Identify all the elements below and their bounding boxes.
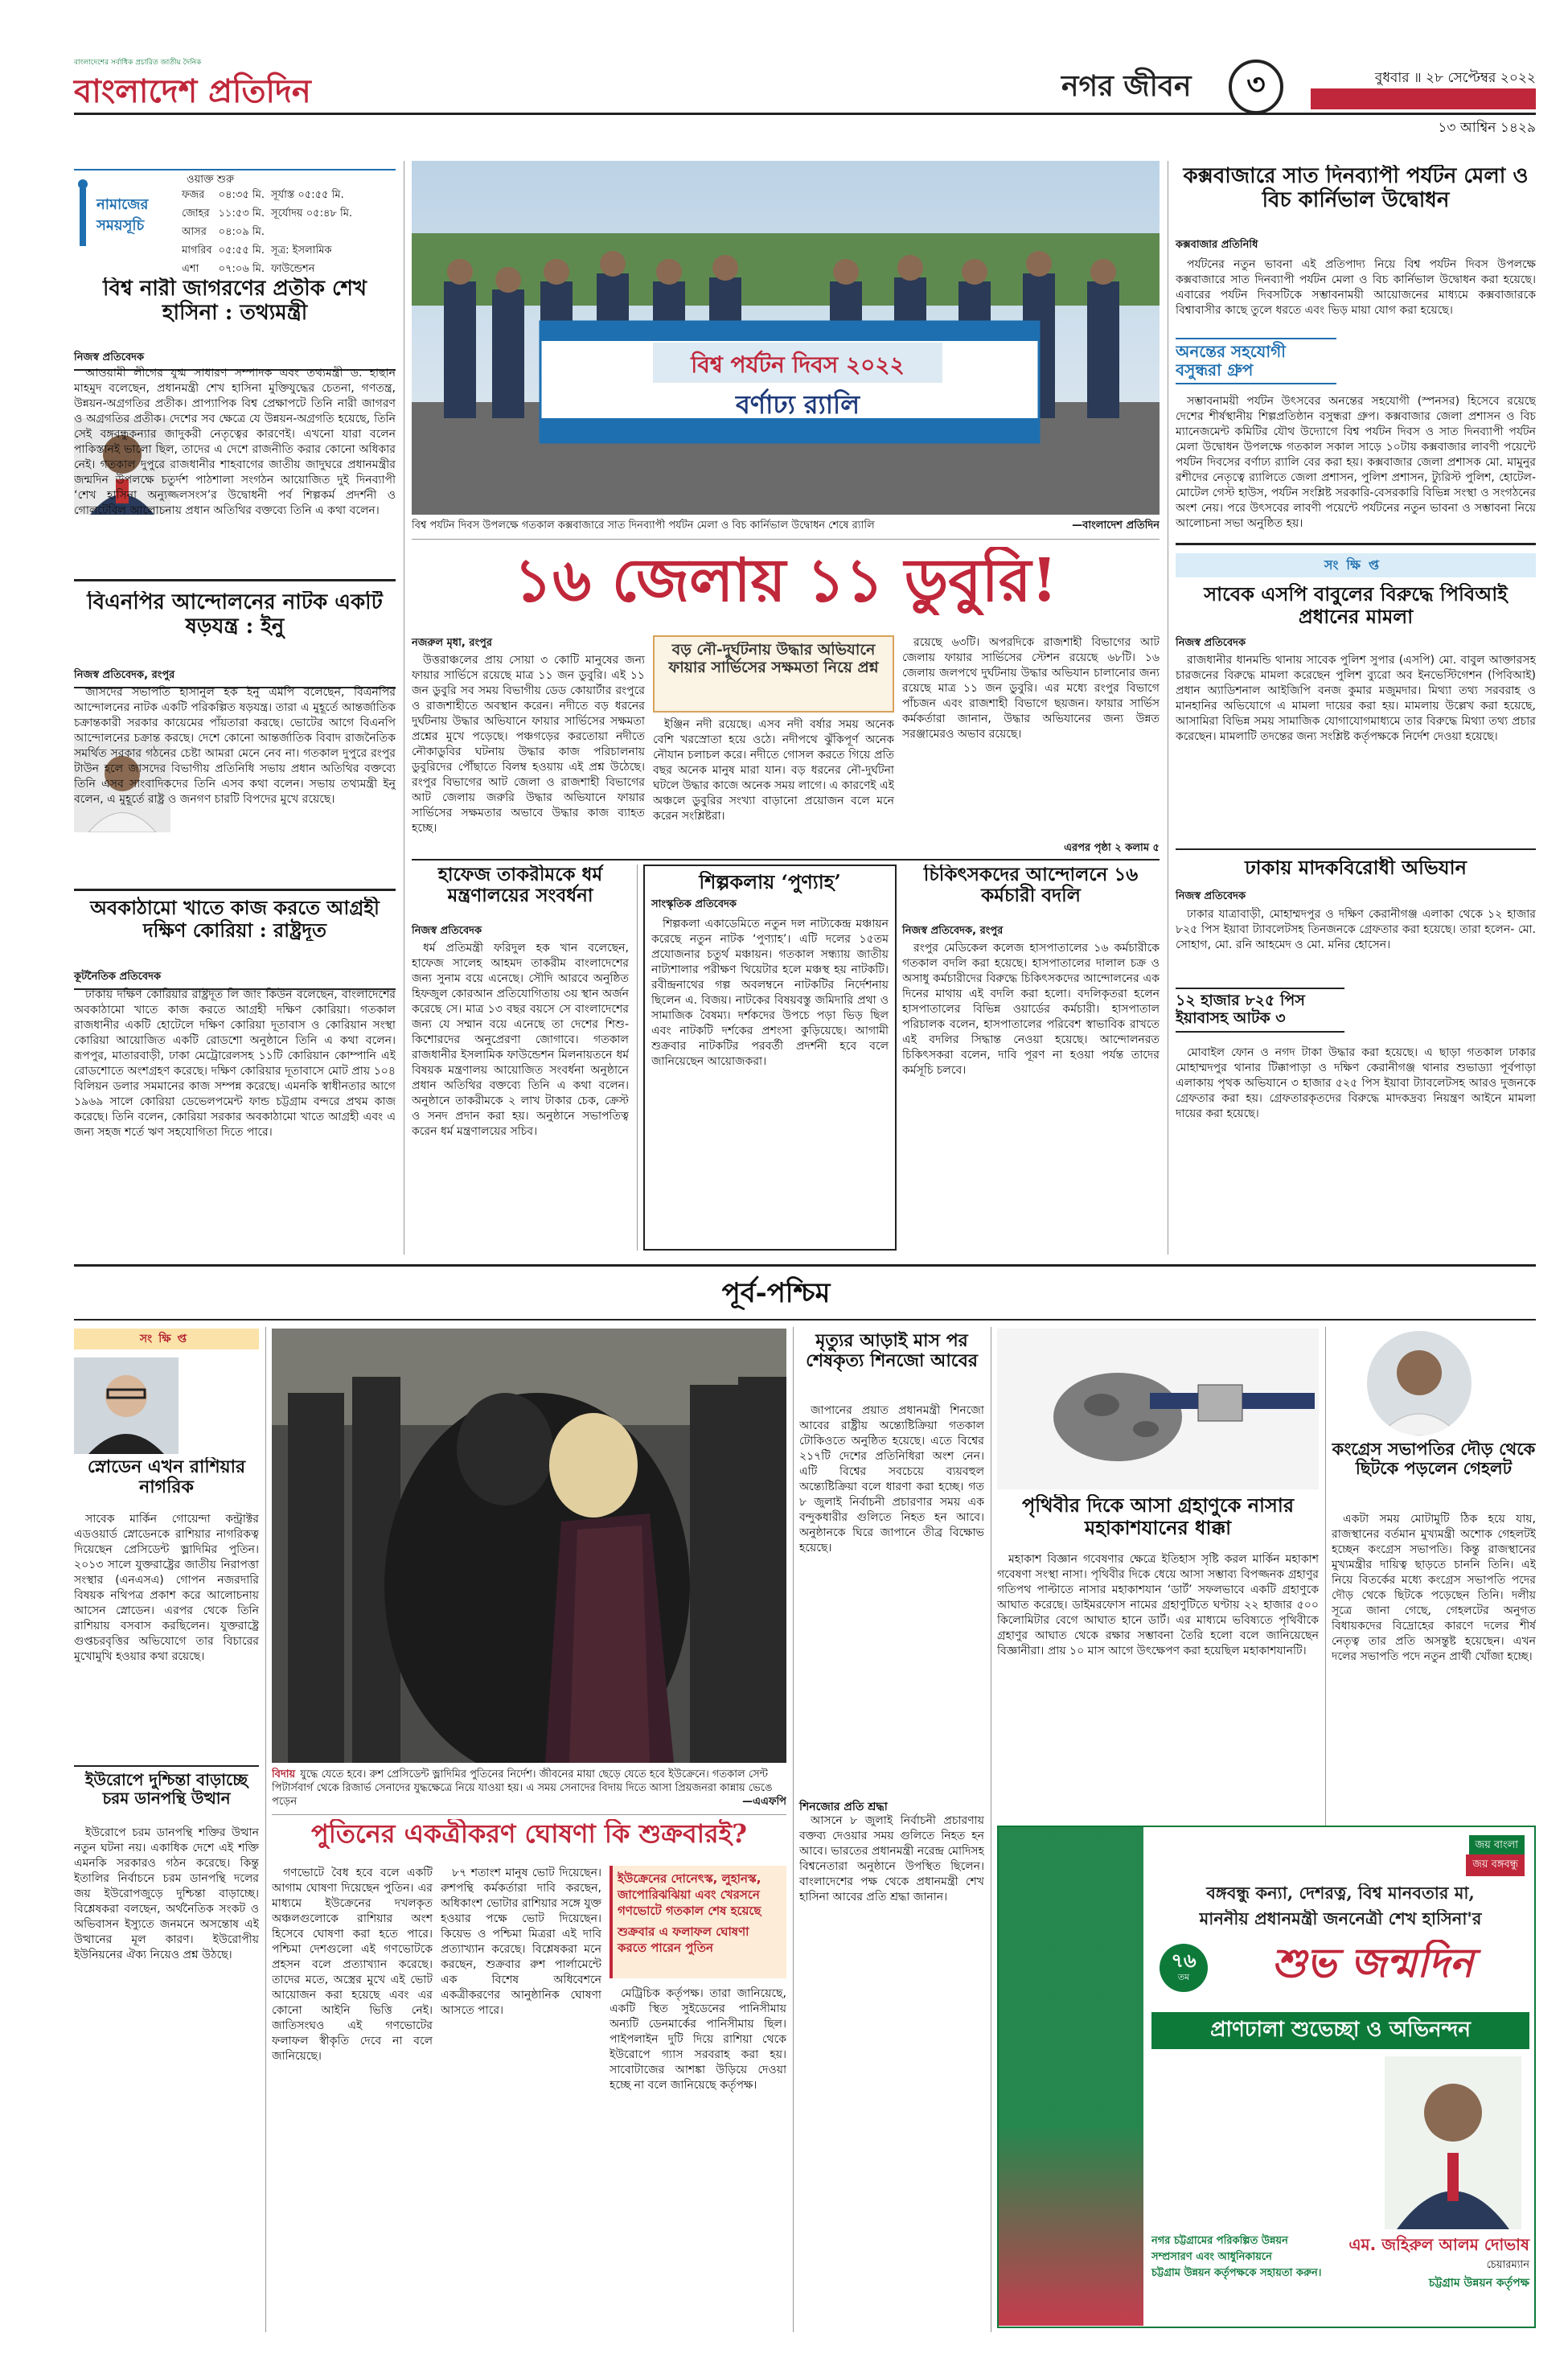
drugs-body1: ঢাকার যাত্রাবাড়ী, মোহাম্মদপুর ও দক্ষিণ কেরানীগঞ্জ এলাকা থেকে ১২ হাজার ৮২৫ পিস ইয়াবা ট্যাবলেটসহ তিনজনকে গ্রেফতার করা হয়েছে। তারা হলেন- মো. সোহাগ, মো. রনি আহমেদ ও মো. মনির হোসেন। [1176,908,1536,951]
putin-headline[interactable]: পুতিনের একত্রীকরণ ঘোষণা কি শুক্রবারই? [311,1819,747,1849]
ad-joy-bangabandhu: জয় বঙ্গবন্ধু [1466,1854,1525,1876]
punyah-box [643,865,897,1251]
banner-title: বিশ্ব পর্যটন দিবস ২০২২ [691,351,905,378]
birthday-advertisement[interactable] [997,1826,1536,2328]
europe-body: ইউরোপে চরম ডানপন্থি শক্তির উত্থান নতুন ঘটনা নয়। একাধিক দেশে এই শক্তি এমনকি সরকারও গঠন করেছে। কিন্তু ইতালির নির্বাচনে চরম ডানপন্থি দলের জয় ইউরোপজুড়ে দুশ্চিন্তা বাড়াচ্ছে। বিশ্লেষকরা বলছেন, অর্থনৈতিক সংকট ও অভিবাসন ইস্যুতে জনমনে অসন্তোষ এই উত্থানের মূল কারণ। ইউরোপীয় ইউনিয়নের ঐক্য নিয়েও প্রশ্ন উঠছে। [74,1826,259,1961]
ad-footer-2: সম্প্রসারণ এবং আধুনিকায়নে [1151,2251,1272,2263]
drugs-headline[interactable]: ঢাকায় মাদকবিরোধী অভিযান [1245,856,1467,879]
doctors-headline[interactable]: চিকিৎসকদের আন্দোলনে ১৬ কর্মচারী বদলি [923,865,1139,907]
europe-headline[interactable]: ইউরোপে দুশ্চিন্তা বাড়াচ্ছে চরম ডানপন্থি উত্থান [84,1771,248,1808]
logo-tagline: বাংলাদেশের সর্বাধিক প্রচারিত জাতীয় দৈনিক [74,59,202,67]
mosque-icon [74,177,92,249]
babul-kicker: সংক্ষিপ্ত [1324,557,1388,573]
shinzo-subhead: শিনজোর প্রতি শ্রদ্ধা [799,1801,888,1813]
putin-factbox [610,1866,786,1978]
snowden-headline[interactable]: স্নোডেন এখন রাশিয়ার নাগরিক [87,1457,246,1498]
newspaper-logo[interactable]: বাংলাদেশ প্রতিদিন [74,72,311,110]
date-line: বুধবার ॥ ২৮ সেপ্টেম্বর ২০২২ [1374,70,1536,86]
drown-headline[interactable]: ১৬ জেলায় ১১ ডুবুরি! [514,547,1057,615]
banner-subtitle: বর্ণাঢ্য র‌্যালি [735,389,860,420]
shinzo-body2: আসনে ৮ জুলাই নির্বাচনী প্রচারণায় বক্তব্য দেওয়ার সময় গুলিতে নিহত হন আবে। ভারতের প্রধানমন্ত্রী নরেন্দ্র মোদিসহ বিশ্বনেতারা অনুষ্ঠানে উপস্থিত ছিলেন। বাংলাদেশের পক্ষ থেকে প্রধানমন্ত্রী শেখ হাসিনা আবের প্রতি শ্রদ্ধা জানান। [799,1814,984,1904]
purbo-paschim-title: পূর্ব-পশ্চিম [721,1277,831,1309]
inu-reporter: নিজস্ব প্রতিবেদক, রংপুর [74,667,396,688]
prayer-times-box [74,169,396,275]
cox-reporter: কক্সবাজার প্রতিনিধি [1176,239,1258,251]
drown-reporter: নজরুল মৃধা, রংপুর [412,637,493,649]
farewell-caption-label: বিদায় [272,1768,296,1780]
ad-band: প্রাণঢালা শুভেচ্ছা ও অভিনন্দন [1151,2012,1529,2049]
hasina-body: আওয়ামী লীগের যুগ্ম সাধারণ সম্পাদক এবং তথ্যমন্ত্রী ড. হাছান মাহমুদ বলেছেন, প্রধানমন্ত্রী শেখ হাসিনা মুক্তিযুদ্ধের চেতনা, গণতন্ত্র, উন্নয়ন-অগ্রগতির প্রতীক। প্রাপ্যাপিক বিশ্ব প্রেক্ষাপটে তিনি নারী জাগরণ ও অগ্রগতির প্রতীক। দেশের সব ক্ষেত্রে যে উন্নয়ন-অগ্রগতি হয়েছে, তিনি সেই বঙ্গবন্ধুকন্যার জাদুকরী নেতৃত্বের কারণেই। এখনো যারা বলেন পাকিস্তানই ভালো ছিল, তাদের এ দেশে রাজনীতি করার কোনো অধিকার নেই। গতকাল দুপুরে রাজধানীর শাহবাগের জাতীয় জাদুঘরে প্রধানমন্ত্রীর জন্মদিন উপলক্ষে চতুর্দশ পাঠশালা সংগঠন আয়োজিত দুই দিনব্যাপী ‘শেখ হাসিনা অন্যুজ্জলসংস’র উদ্বোধনী পর্ব শিল্পকর্ম প্রদর্শনী ও গোলটেবিল আলোচনায় প্রধান অতিথির বক্তব্যে তিনি এ কথা বলেন। [74,367,396,517]
snowden-kicker-band [74,1329,259,1349]
ad-green-corner [999,1827,1143,2326]
punyah-body: শিল্পকলা একাডেমিতে নতুন দল নাট্যকেন্দ্র মঞ্চায়ন করেছে নতুন নাটক ‘পুণ্যাহ’। এটি দলের ১৫তম প্রযোজনার চতুর্থ মঞ্চায়ন। গতকাল সন্ধ্যায় জাতীয় নাট্যশালার পরীক্ষণ থিয়েটার হলে মঞ্চস্থ হয় নাটকটি। রবীন্দ্রনাথের গল্প অবলম্বনে নাটকটির নির্দেশনায় ছিলেন এ. বিজয়। নাটকের বিষয়বস্তু জমিদারি প্রথা ও সামাজিক বৈষম্য। দর্শকদের উপচে পড়া ভিড় ছিল এবং নাটকটি দর্শকের প্রশংসা কুড়িয়েছে। আগামী শুক্রবার নাটকটির পরবর্তী প্রদর্শনী হবে বলে জানিয়েছেন আয়োজকরা। [651,917,889,1068]
masthead [32,56,1536,153]
putin-fact-2: শুক্রবার এ ফলাফল ঘোষণা করতে পারেন পুতিন [618,1924,749,1955]
nasa-headline[interactable]: পৃথিবীর দিকে আসা গ্রহাণুকে নাসার মহাকাশযানের ধাক্কা [1021,1494,1295,1539]
cox-quote: অনন্তের সহযোগী বসুন্ধরা গ্রুপ [1176,338,1336,384]
asteroid-illustration[interactable] [997,1329,1319,1489]
babul-body: রাজধানীর ধানমন্ডি থানায় সাবেক পুলিশ সুপার (এসপি) মো. বাবুল আক্তারসহ চারজনের বিরুদ্ধে মামলা করেছেন পুলিশ ব্যুরো অব ইনভেস্টিগেশন (পিবিআই) প্রধান অ্যাডিশনাল আইজিপি বনজ কুমার মজুমদার। মিথ্যা তথ্য সরবরাহ ও মানহানির অভিযোগে এ মামলা দায়ের করা হয়। মামলায় উল্লেখ করা হয়েছে, আসামিরা বিভিন্ন সময় সামাজিক যোগাযোগমাধ্যমে তার বিরুদ্ধে মিথ্যা তথ্য প্রচার করেছেন। মামলাটি তদন্তের জন্য সংশ্লিষ্ট কর্তৃপক্ষকে নির্দেশ দেওয়া হয়েছে। [1176,654,1536,743]
cox-body1: পর্যটনের নতুন ভাবনা এই প্রতিপাদ্য নিয়ে বিশ্ব পর্যটন দিবস উপলক্ষে কক্সবাজারে সাত দিনব্যাপী পর্যটন মেলা ও বিচ কার্নিভাল উদ্বোধন করা হয়েছে। এবারের পর্যটন দিবসটিকে সম্ভাবনাময়ী আয়োজনের মাধ্যমে কক্সবাজারকে বিশ্বাবাসীর কাছে তুলে ধরতে এবং ভিড় মায়া যোগ করা হয়েছে। [1176,258,1536,317]
page-number: ৩ [1246,68,1266,101]
ad-footer-3: চট্টগ্রাম উন্নয়ন কর্তৃপক্ষকে সহায়তা করুন। [1151,2267,1322,2279]
rally-photo[interactable] [412,161,1160,515]
nasa-body: মহাকাশ বিজ্ঞান গবেষণার ক্ষেত্রে ইতিহাস সৃষ্টি করল মার্কিন মহাকাশ গবেষণা সংস্থা নাসা। পৃথিবীর দিকে ধেয়ে আসা সম্ভাব্য বিপজ্জনক গ্রহাণুর গতিপথ পাল্টাতে নাসার মহাকাশযান ‘ডার্ট’ সফলভাবে একটি গ্রহাণুকে আঘাত করেছে। ডাইমরফোস নামের গ্রহাণুটিতে ঘণ্টায় ২২ হাজার ৫০০ কিলোমিটার বেগে আঘাত হানে ডার্ট। এর মাধ্যমে ভবিষ্যতে পৃথিবীকে গ্রহাণুর আঘাত থেকে রক্ষার সম্ভাবনা তৈরি হলো বলে জানিয়েছেন বিজ্ঞানীরা। প্রায় ১০ মাস আগে উৎক্ষেপণ করা হয়েছিল মহাকাশযানটি। [997,1553,1319,1657]
snowden-photo [74,1357,179,1454]
farewell-caption: বিদায় যুদ্ধে যেতে হবে। রুশ প্রেসিডেন্ট ভ্লাদিমির পুতিনের নির্দেশ। জীবনের মায়া ছেড়ে যেতে হবে ইউক্রেনে। গতকাল সেন্ট পিটার্সবার্গ থেকে রিজার্ভ সেনাদের যুদ্ধক্ষেত্রে নিয়ে যাওয়া হয়। এ সময় সেনাদের বিদায় দিতে আসা প্রিয়জনরা কান্নায় ভেঙে পড়েন —এএফপি [272,1768,786,1808]
putin-body2: ৮৭ শতাংশ মানুষ ভোট দিয়েছেন। রুশপন্থি কর্মকর্তারা দাবি করছেন, অধিকাংশ ভোটার রাশিয়ার সঙ্গে যুক্ত হওয়ার পক্ষে ভোট দিয়েছেন। কিয়েভ ও পশ্চিমা মিত্ররা এই দাবি প্রত্যাখ্যান করেছে। বিশ্লেষকরা মনে করছেন, শুক্রবার রুশ পার্লামেন্টে এক বিশেষ অধিবেশনে একত্রীকরণের আনুষ্ঠানিক ঘোষণা আসতে পারে। [441,1867,601,2017]
putin-body3: মেট্রিচিক কর্তৃপক্ষ। তারা জানিয়েছে, একটি স্থিত সুইডেনের পানিসীমায় অন্যটি ডেনমার্কের পানিসীমায় ছিল। পাইপলাইন দুটি দিয়ে রাশিয়া থেকে ইউরোপে গ্যাস সরবরাহ করা হয়। সাবোটাজের আশঙ্কা উড়িয়ে দেওয়া হচ্ছে না বলে জানিয়েছে কর্তৃপক্ষ। [610,1987,786,2092]
ad-footer-1: নগর চট্টগ্রামের পরিকল্পিত উন্নয়ন [1151,2235,1288,2247]
ad-org: চট্টগ্রাম উন্নয়ন কর্তৃপক্ষ [1428,2277,1529,2290]
shinzo-headline[interactable]: মৃত্যুর আড়াই মাস পর শেষকৃত্য শিনজো আবের [806,1331,978,1372]
doctors-body: রংপুর মেডিকেল কলেজ হাসপাতালের ১৬ কর্মচারীকে গতকাল বদলি করা হয়েছে। হাসপাতালের দালাল চক্র ও অসাধু কর্মচারীদের বিরুদ্ধে চিকিৎসকদের আন্দোলনের এক দিনের মাথায় এই বদলি করা হলো। বদলিকৃতরা হলেন হাসপাতালের বিভিন্ন ওয়ার্ডের কর্মচারী। হাসপাতাল পরিচালক বলেন, হাসপাতালের পরিবেশ স্বাভাবিক রাখতে এই বদলির সিদ্ধান্ত নেওয়া হয়েছে। আন্দোলনরত চিকিৎসকরা বলেন, দাবি পূরণ না হওয়া পর্যন্ত তাদের কর্মসূচি চলবে। [902,942,1160,1077]
hafez-reporter: নিজস্ব প্রতিবেদক [412,925,482,937]
page-number-badge [1229,60,1283,114]
korea-headline[interactable]: অবকাঠামো খাতে কাজ করতে আগ্রহী দক্ষিণ কোরিয়া : রাষ্ট্রদূত [90,897,380,942]
ad-age-badge: ৭৬ তম [1160,1944,1208,1992]
doctors-reporter: নিজস্ব প্রতিবেদক, রংপুর [902,925,1004,937]
masthead-rule [74,113,1536,115]
inu-body: জাসদের সভাপতি হাসানুল হক ইনু এমপি বলেছেন, বিএনপির আন্দোলনের নাটক একটি পরিকল্পিত ষড়যন্ত্র। তারা এ মুহূর্তে আন্তর্জাতিক চক্রান্তকারী সরকার কায়েমের পাঁয়তারা করছে। ভোটের আগে বিএনপি আন্দোলনের চক্রান্ত করছে। দেশে কোনো আন্তর্জাতিক বিবাদ রাজনৈতিক সমর্থিত সরকার গঠনের চেষ্টা আমরা মেনে নেব না। গতকাল দুপুরে রংপুর টাউন হলে জাসদের বিভাগীয় প্রতিনিধি সভায় প্রধান অতিথির বক্তব্যে তিনি এসব সাংবাদিকদের তিনি এসব কথা বলেন। সভায় তথ্যমন্ত্রী ইনু বলেন, এ মুহূর্তে রাষ্ট্র ও জনগণ চারটি বিপদের মুখে রয়েছে। [74,686,396,806]
babul-kicker-band [1176,553,1536,577]
gehlot-photo [1367,1331,1472,1435]
hafez-body: ধর্ম প্রতিমন্ত্রী ফরিদুল হক খান বলেছেন, হাফেজ সালেহ আহমদ তাকরীম বাংলাদেশের জন্য সুনাম বয়ে এনেছে। সৌদি আরবে অনুষ্ঠিত হিফজুল কোরআন প্রতিযোগিতায় ৩য় স্থান অর্জন করেছে সে। মাত্র ১৩ বছর বয়সে সে বাংলাদেশের জন্য যে সম্মান বয়ে এনেছে তা দেশের শিশু-কিশোরদের অনুপ্রেরণা জোগাবে। গতকাল রাজধানীর ইসলামিক ফাউন্ডেশন মিলনায়তনে ধর্ম বিষয়ক মন্ত্রণালয় আয়োজিত সংবর্ধনা অনুষ্ঠানে প্রধান অতিথির বক্তব্যে তিনি এ কথা বলেন। অনুষ্ঠানে তাকরীমকে ২ লাখ টাকার চেক, ক্রেস্ট ও সনদ প্রদান করা হয়। অনুষ্ঠানে সভাপতিত্ব করেন ধর্ম মন্ত্রণালয়ের সচিব। [412,942,629,1138]
drugs-body2: মোবাইল ফোন ও নগদ টাকা উদ্ধার করা হয়েছে। এ ছাড়া গতকাল ঢাকার মোহাম্মদপুর থানার টিক্কাপাড়া ও দক্ষিণ কেরানীগঞ্জ থানার শুভাড্যা পূর্বপাড়া এলাকায় পৃথক অভিযানে ৩ হাজার ৫২৫ পিস ইয়াবা ট্যাবলেটসহ আরও দুজনকে গ্রেফতার করা হয়। গ্রেফতারকৃতদের বিরুদ্ধে মাদকদ্রব্য নিয়ন্ত্রণ আইনে মামলা দায়ের করা হয়েছে। [1176,1046,1536,1120]
cox-body2: সম্ভাবনাময়ী পর্যটন উৎসবের অনন্তের সহযোগী (স্পনসর) হিসেবে রয়েছে দেশের শীর্ষস্থানীয় শিল্পপ্রতিষ্ঠান বসুন্ধরা গ্রুপ। কক্সবাজার জেলা প্রশাসন ও বিচ ম্যানেজমেন্ট কমিটির যৌথ উদ্যোগে বিশ্ব পর্যটন দিবস ও সাত দিনব্যাপী পর্যটন মেলা উদ্বোধন উপলক্ষে গতকাল সকাল সাড়ে ১০টায় কক্সবাজার লাবণী পয়েন্টে পর্যটন দিবসের বর্ণাঢ্য র‌্যালি বের করা হয়। কক্সবাজার জেলা প্রশাসক মো. মামুনুর রশীদের নেতৃত্বে র‌্যালিতে জেলা প্রশাসন, পুলিশ প্রশাসন, ট্যুরিস্ট পুলিশ, হোটেল-মোটেল গেস্ট হাউস, পর্যটন সংশ্লিষ্ট সরকারি-বেসরকারি বিভিন্ন সংস্থা ও সংগঠনের অংশ নেয়। পরে উৎসবের লাবণী পয়েন্টে পর্যটনের নতুন ভাবনা ও সম্ভাবনা নিয়ে আলোচনা সভা অনুষ্ঠিত হয়। [1176,395,1536,530]
ad-chairman-name: এম. জহিরুল আলম দোভাষ [1348,2235,1529,2254]
snowden-body: সাবেক মার্কিন গোয়েন্দা কন্ট্রাক্টর এডওয়ার্ড স্নোডেনকে রাশিয়ার নাগরিকত্ব দিয়েছেন প্রেসিডেন্ট ভ্লাদিমির পুতিন। ২০১৩ সালে যুক্তরাষ্ট্রের জাতীয় নিরাপত্তা সংস্থার (এনএসএ) গোপন নজরদারি বিষয়ক নথিপত্র প্রকাশ করে আলোচনায় আসেন স্নোডেন। এরপর থেকে তিনি রাশিয়ায় বসবাস করছিলেন। যুক্তরাষ্ট্রে গুপ্তচরবৃত্তির অভিযোগে তার বিচারের মুখোমুখি হওয়ার কথা রয়েছে। [74,1513,259,1663]
inu-headline[interactable]: বিএনপির আন্দোলনের নাটক একটি ষড়যন্ত্র : ইনু [87,591,383,639]
korea-body: ঢাকায় দক্ষিণ কোরিয়ার রাষ্ট্রদূত লি জাং কিউন বলেছেন, বাংলাদেশের অবকাঠামো খাতে কাজ করতে আগ্রহী দক্ষিণ কোরিয়া। গতকাল রাজধানীর একটি হোটেলে দক্ষিণ কোরিয়া দূতাবাস ও কোরিয়ান সংস্থা কোরিয়া আয়োজিত একটি রোডশো অনুষ্ঠানে তিনি এ কথা বলেন। রূপপুর, মাতারবাড়ী, ঢাকা মেট্রোরেলসহ ১১টি কোরিয়ান কোম্পানি এই রোডশোতে অংশগ্রহণ করেছে। দক্ষিণ কোরিয়ার দূতাবাসে মোট প্রায় ১০৪ বিলিয়ন ডলার সমমানের কাজ সম্পন্ন করেছে। এমনকি স্বাধীনতার আগে ১৯৬৯ সালে কোরিয়া ডেভেলপমেন্ট ফান্ড চট্টগ্রাম বন্দরে প্রথম কাজ করেছে। তিনি বলেন, কোরিয়া সরকার অবকাঠামো খাতে আগ্রহী এবং এ জন্য সহজ শর্তে ঋণ সহযোগিতা দিতে পারে। [74,988,396,1139]
prayer-title: নামাজের সময়সূচি [96,196,149,234]
bangla-date: ১৩ আশ্বিন ১৪২৯ [1438,120,1536,136]
hasina-headline[interactable]: বিশ্ব নারী জাগরণের প্রতীক শেখ হাসিনা : তথ্যমন্ত্রী [103,277,367,325]
ad-line2: মাননীয় প্রধানমন্ত্রী জননেত্রী শেখ হাসিনা'র [1199,1909,1482,1928]
ad-chairman-title: চেয়ারম্যান [1486,2259,1529,2271]
drown-jump[interactable]: এরপর পৃষ্ঠা ২ কলাম ৫ [1064,842,1160,854]
ad-chairman-photo [1385,2056,1521,2229]
gehlot-headline[interactable]: কংগ্রেস সভাপতির দৌড় থেকে ছিটকে পড়লেন গেহলট [1332,1440,1536,1479]
hafez-headline[interactable]: হাফেজ তাকরীমকে ধর্ম মন্ত্রণালয়ের সংবর্ধনা [437,865,603,907]
drown-sidebar: বড় নৌ-দুর্ঘটনায় উদ্ধার অভিযানে ফায়ার সার্ভিসের সক্ষমতা নিয়ে প্রশ্ন [653,635,894,713]
snowden-kicker: সংক্ষিপ্ত [139,1333,194,1345]
ad-line1: বঙ্গবন্ধু কন্যা, দেশরত্ন, বিশ্ব মানবতার মা, [1206,1883,1475,1903]
punyah-headline[interactable]: শিল্পকলায় ‘পুণ্যাহ’ [699,871,841,893]
date-bar [1311,88,1536,109]
hasina-reporter: নিজস্ব প্রতিবেদক [74,350,396,371]
prayer-table: ফজর ০৪:৩৫ মি. সূর্যাস্ত ০৫:৫৫ মি. জোহর ১১:৫৩ মি. সূর্যোদয় ০৫:৪৮ মি. আসর ০৪:০৯ মি. মাগরিব ০৫:৫৫ মি. সূত্র: ইসলামিক এশা ০৭:০৬ মি. ফাউন্ডেশন [182,189,353,275]
putin-fact-1: ইউক্রেনের দোনেৎস্ক, লুহানস্ক, জাপোরিঝঝিয়া এবং খেরসনে গণভোটে গতকাল শেষ হয়েছে [618,1871,761,1918]
farewell-photo[interactable] [272,1329,786,1763]
drown-body2: ইঞ্জিন নদী রয়েছে। এসব নদী বর্ষার সময় অনেক বেশি খরস্রোতা হয়ে ওঠে। নদীপথে ঝুঁকিপূর্ণ অনেক নৌযান চলাচল করে। নদীতে গোসল করতে গিয়ে প্রতি বছর অনেক মানুষ মারা যান। বড় ধরনের নৌ-দুর্ঘটনা ঘটলে উদ্ধার কাজে অনেক সময় লাগে। এ কারণেই এই অঞ্চলে ডুবুরির সংখ্যা বাড়ানো প্রয়োজন বলে মনে করেন সংশ্লিষ্টরা। [653,718,894,823]
punyah-reporter: সাংস্কৃতিক প্রতিবেদক [651,897,737,910]
section-name: নগর জীবন [1061,69,1192,103]
drugs-reporter: নিজস্ব প্রতিবেদক [1176,890,1246,902]
prayer-header: ওয়াক্ত শুরু [187,174,234,186]
rally-caption: বিশ্ব পর্যটন দিবস উপলক্ষে গতকাল কক্সবাজারে সাত দিনব্যাপী পর্যটন মেলা ও বিচ কার্নিভাল উদ্বোধন শেষে র‌্যালি —বাংলাদেশ প্রতিদিন [412,520,1160,532]
babul-reporter: নিজস্ব প্রতিবেদক [1176,637,1246,649]
cox-headline[interactable]: কক্সবাজারে সাত দিনব্যাপী পর্যটন মেলা ও বিচ কার্নিভাল উদ্বোধন [1183,165,1529,212]
babul-headline[interactable]: সাবেক এসপি বাবুলের বিরুদ্ধে পিবিআই প্রধানের মামলা [1204,583,1508,628]
ad-greeting: শুভ জন্মদিন [1271,1940,1474,1986]
gehlot-body: একটা সময় মোটামুটি ঠিক হয়ে যায়, রাজস্থানের বর্তমান মুখ্যমন্ত্রী অশোক গেহলটই হচ্ছেন কংগ্রেস সভাপতি। কিন্তু রাজস্থানের মুখ্যমন্ত্রীর দায়িত্ব ছাড়তে চাননি তিনি। এই নিয়ে বিতর্কের মধ্যে কংগ্রেস সভাপতি পদের দৌড় থেকে ছিটকে পড়েছেন তিনি। দলীয় সূত্রে জানা গেছে, গেহলটের অনুগত বিধায়কদের বিদ্রোহের কারণে দলের শীর্ষ নেতৃত্ব তার প্রতি অসন্তুষ্ট হয়েছেন। এখন দলের সভাপতি পদে নতুন প্রার্থী খোঁজা হচ্ছে। [1332,1513,1536,1663]
putin-body1: গণভোটে বৈধ হবে বলে একটি আগাম ঘোষণা দিয়েছেন পুতিন। এর মাধ্যমে ইউক্রেনের দখলকৃত অঞ্চলগুলোকে রাশিয়ার অংশ হিসেবে ঘোষণা করা হতে পারে। পশ্চিমা দেশগুলো এই গণভোটকে প্রহসন বলে প্রত্যাখ্যান করেছে। তাদের মতে, অস্ত্রের মুখে এই ভোট আয়োজন করা হয়েছে এবং এর কোনো আইনি ভিত্তি নেই। জাতিসংঘও এই গণভোটের ফলাফল স্বীকৃতি দেবে না বলে জানিয়েছে। [272,1867,433,2063]
ad-joy-bangla: জয় বাংলা [1469,1835,1525,1857]
shinzo-body: জাপানের প্রয়াত প্রধানমন্ত্রী শিনজো আবের রাষ্ট্রীয় অন্ত্যেষ্টিক্রিয়া গতকাল টোকিওতে অনুষ্ঠিত হয়েছে। এতে বিশ্বের ২১৭টি দেশের প্রতিনিধিরা অংশ নেন। এটি বিশ্বের সবচেয়ে ব্যয়বহুল অন্ত্যেষ্টিক্রিয়া বলে ধারণা করা হচ্ছে। গত ৮ জুলাই নির্বাচনী প্রচারণার সময় এক বন্দুকধারীর গুলিতে নিহত হন আবে। অনুষ্ঠানকে ঘিরে জাপানে তীব্র বিক্ষোভ হয়েছে। [799,1404,984,1555]
drown-body3: রয়েছে ৬৩টি। অপরদিকে রাজশাহী বিভাগের আট জেলায় ফায়ার সার্ভিসের স্টেশন রয়েছে ৬৮টি। ১৬ জেলায় জলপথে দুর্ঘটনায় উদ্ধার অভিযান চালানোর জন্য রয়েছে মাত্র ১১ জন ডুবুরি। এর মধ্যে রংপুর বিভাগে পাঁচজন এবং রাজশাহী বিভাগে ছয়জন। ফায়ার সার্ভিস কর্মকর্তারা জানান, উদ্ধার অভিযানের জন্য উন্নত সরঞ্জামেরও অভাব রয়েছে। [902,636,1160,741]
korea-reporter: কূটনৈতিক প্রতিবেদক [74,969,396,990]
drugs-highlight: ১২ হাজার ৮২৫ পিস ইয়াবাসহ আটক ৩ [1176,988,1344,1033]
drown-body1: উত্তরাঞ্চলের প্রায় সোয়া ৩ কোটি মানুষের জন্য ফায়ার সার্ভিসে রয়েছে মাত্র ১১ জন ডুবুরি। এই ১১ জন ডুবুরি সব সময় বিভাগীয় ডেড কোয়ার্টার রংপুরে ও রাজশাহীতে অবস্থান করেন। নদীতে বড় ধরনের দুর্ঘটনায় উদ্ধার অভিযানে ফায়ার সার্ভিসের সক্ষমতা প্রশ্নের মুখে পড়েছে। পঞ্চগড়ের করতোয়া নদীতে নৌকাডুবির ঘটনায় উদ্ধার কাজ পরিচালনায় ডুবুরিদের পৌঁছাতে বিলম্ব হওয়ায় এই প্রশ্ন উঠেছে। রংপুর বিভাগের আট জেলা ও রাজশাহী বিভাগের আট জেলায় জরুরি উদ্ধার অভিযানে ফায়ার সার্ভিসের সক্ষমতার অভাবে উদ্ধার কাজ ব্যাহত হচ্ছে। [412,654,645,835]
